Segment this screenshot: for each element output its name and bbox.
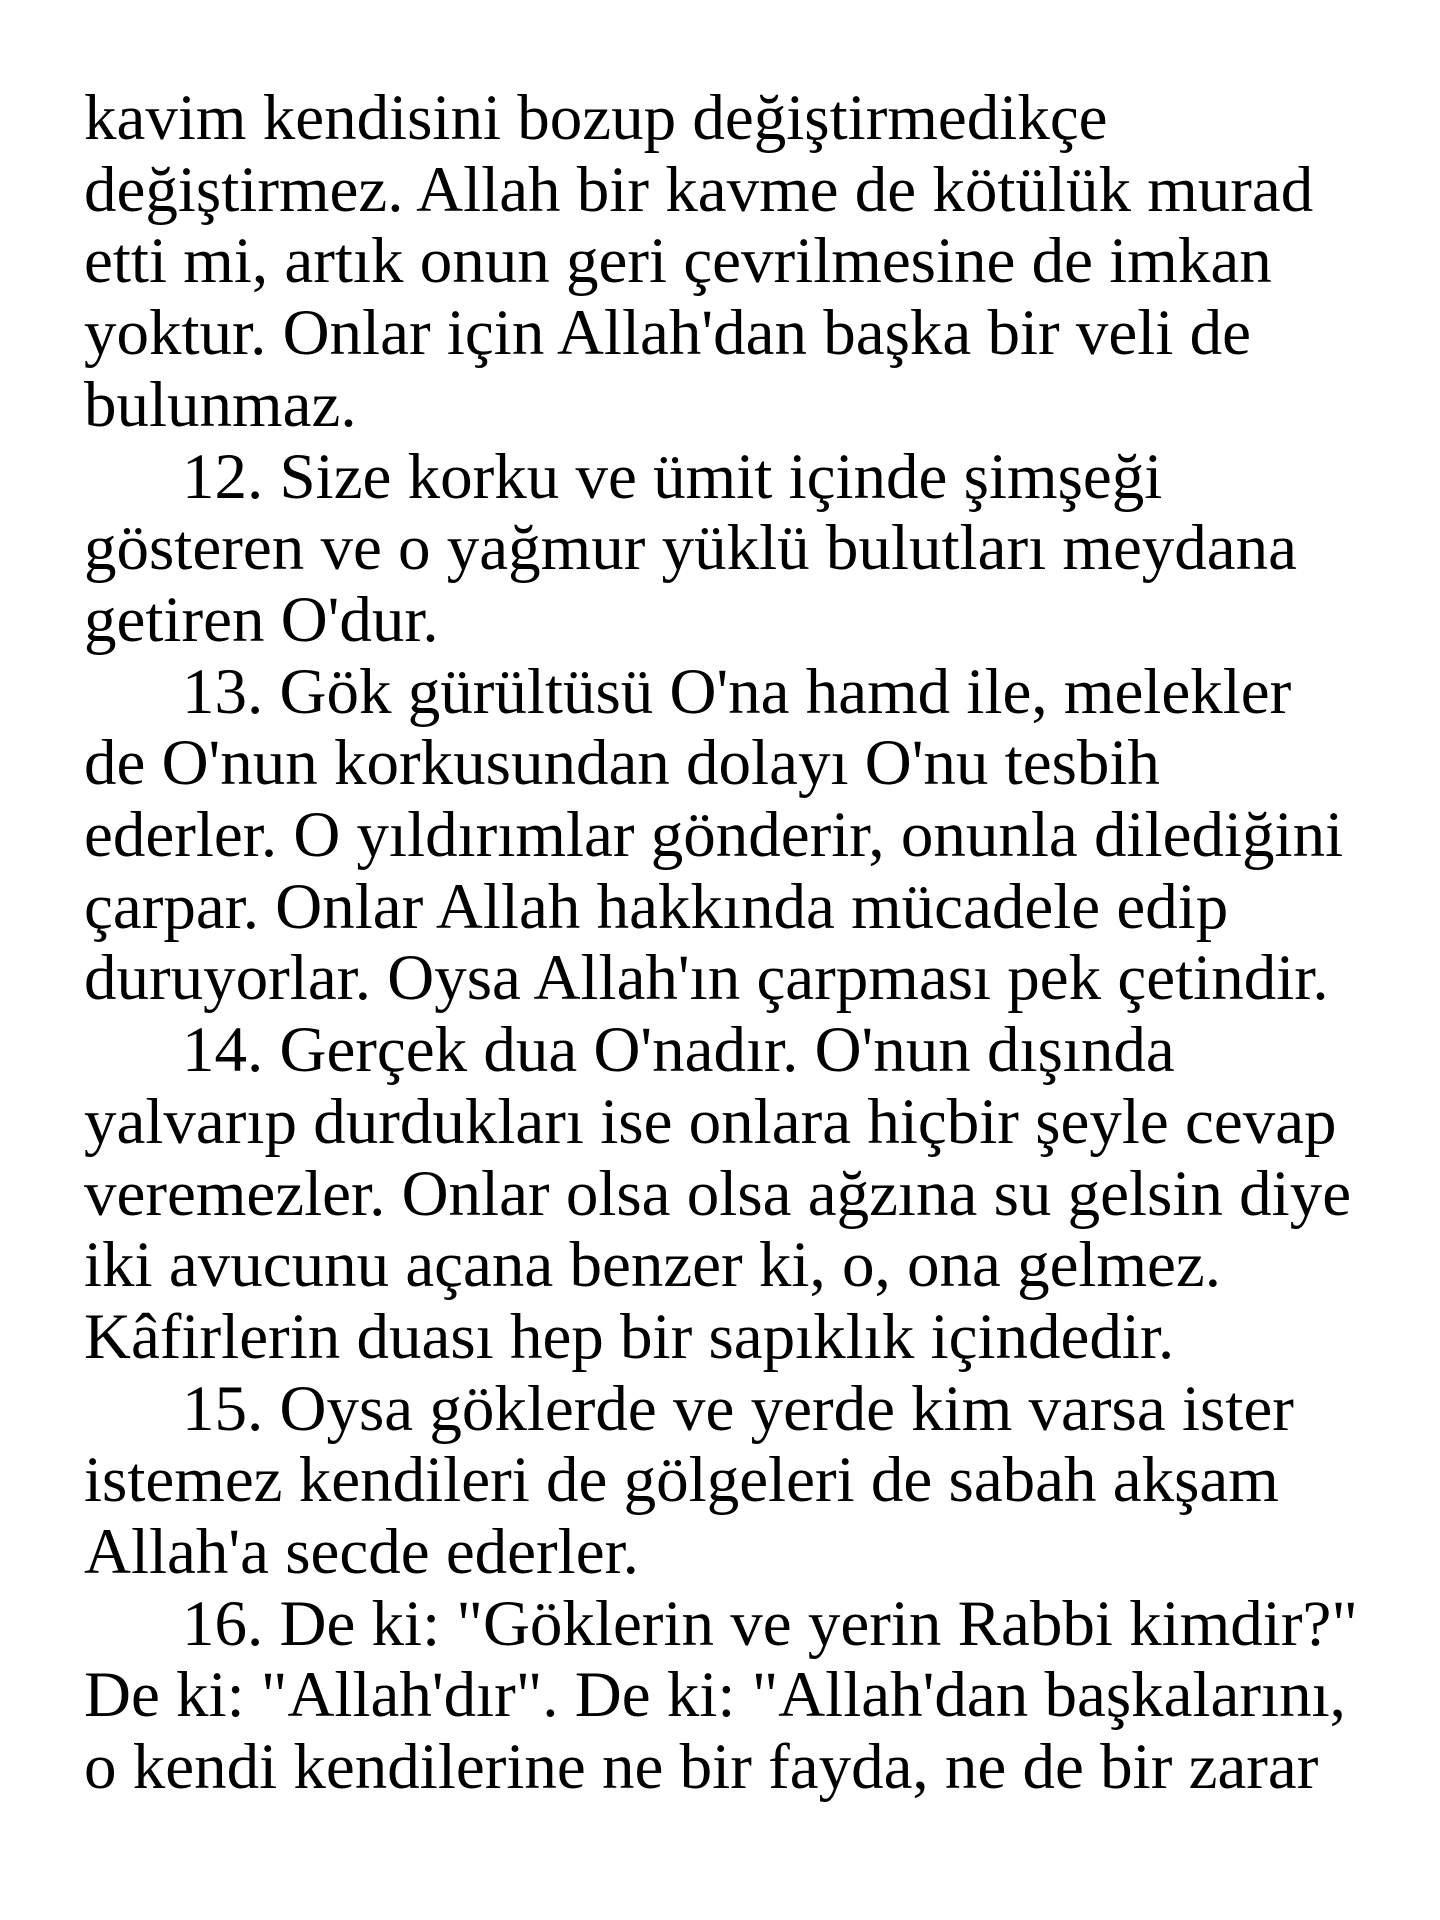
paragraph-verse-14 [84, 1015, 1400, 1374]
text-line: istemez kendileri de gölgeleri de sabah akşam [84, 1444, 1279, 1517]
text-line: o kendi kendilerine ne bir fayda, ne de bir zarar [84, 1731, 1319, 1804]
paragraph-verse-16 [84, 1589, 1400, 1804]
text-line: çarpar. Onlar Allah hakkında mücadele edip [84, 870, 1229, 943]
text-line: kavim kendisini bozup değiştirmedikçe [84, 82, 1108, 154]
paragraph-verse-15 [84, 1374, 1400, 1589]
text-line: Allah'a secde ederler. [84, 1516, 639, 1589]
text-line: yoktur. Onlar için Allah'dan başka bir veli de [84, 297, 1251, 370]
paragraph-verse-13 [84, 657, 1400, 1016]
text-line: de O'nun korkusundan dolayı O'nu tesbih [84, 727, 1160, 800]
text-line: gösteren ve o yağmur yüklü bulutları meydana [84, 512, 1298, 585]
text-line: De ki: "Allah'dır". De ki: "Allah'dan başkalarını, [84, 1659, 1346, 1732]
paragraph-verse-12 [84, 442, 1400, 657]
text-line: iki avucunu açana benzer ki, o, ona gelmez. [84, 1229, 1221, 1302]
text-line: etti mi, artık onun geri çevrilmesine de imkan [84, 225, 1272, 298]
text-line: 14. Gerçek dua O'nadır. O'nun dışında [182, 1014, 1175, 1087]
text-line: 13. Gök gürültüsü O'na hamd ile, melekler [182, 655, 1292, 728]
text-line: getiren O'dur. [84, 583, 439, 656]
text-line: Kâfirlerin duası hep bir sapıklık içindedir. [84, 1300, 1175, 1373]
text-line: bulunmaz. [84, 368, 357, 441]
text-line: duruyorlar. Oysa Allah'ın çarpması pek çetindir. [84, 942, 1329, 1015]
paragraph-continued [84, 83, 1400, 442]
text-line: 16. De ki: "Göklerin ve yerin Rabbi kimdir?" [182, 1587, 1358, 1660]
text-line: veremezler. Onlar olsa olsa ağzına su gelsin diye [84, 1157, 1352, 1230]
text-line: 15. Oysa göklerde ve yerde kim varsa ister [182, 1372, 1294, 1445]
text-line: değiştirmez. Allah bir kavme de kötülük murad [84, 153, 1314, 226]
text-line: 12. Size korku ve ümit içinde şimşeği [182, 440, 1163, 513]
text-line: yalvarıp durdukları ise onlara hiçbir şeyle cevap [84, 1085, 1337, 1158]
text-line: ederler. O yıldırımlar gönderir, onunla dilediğini [84, 799, 1344, 872]
